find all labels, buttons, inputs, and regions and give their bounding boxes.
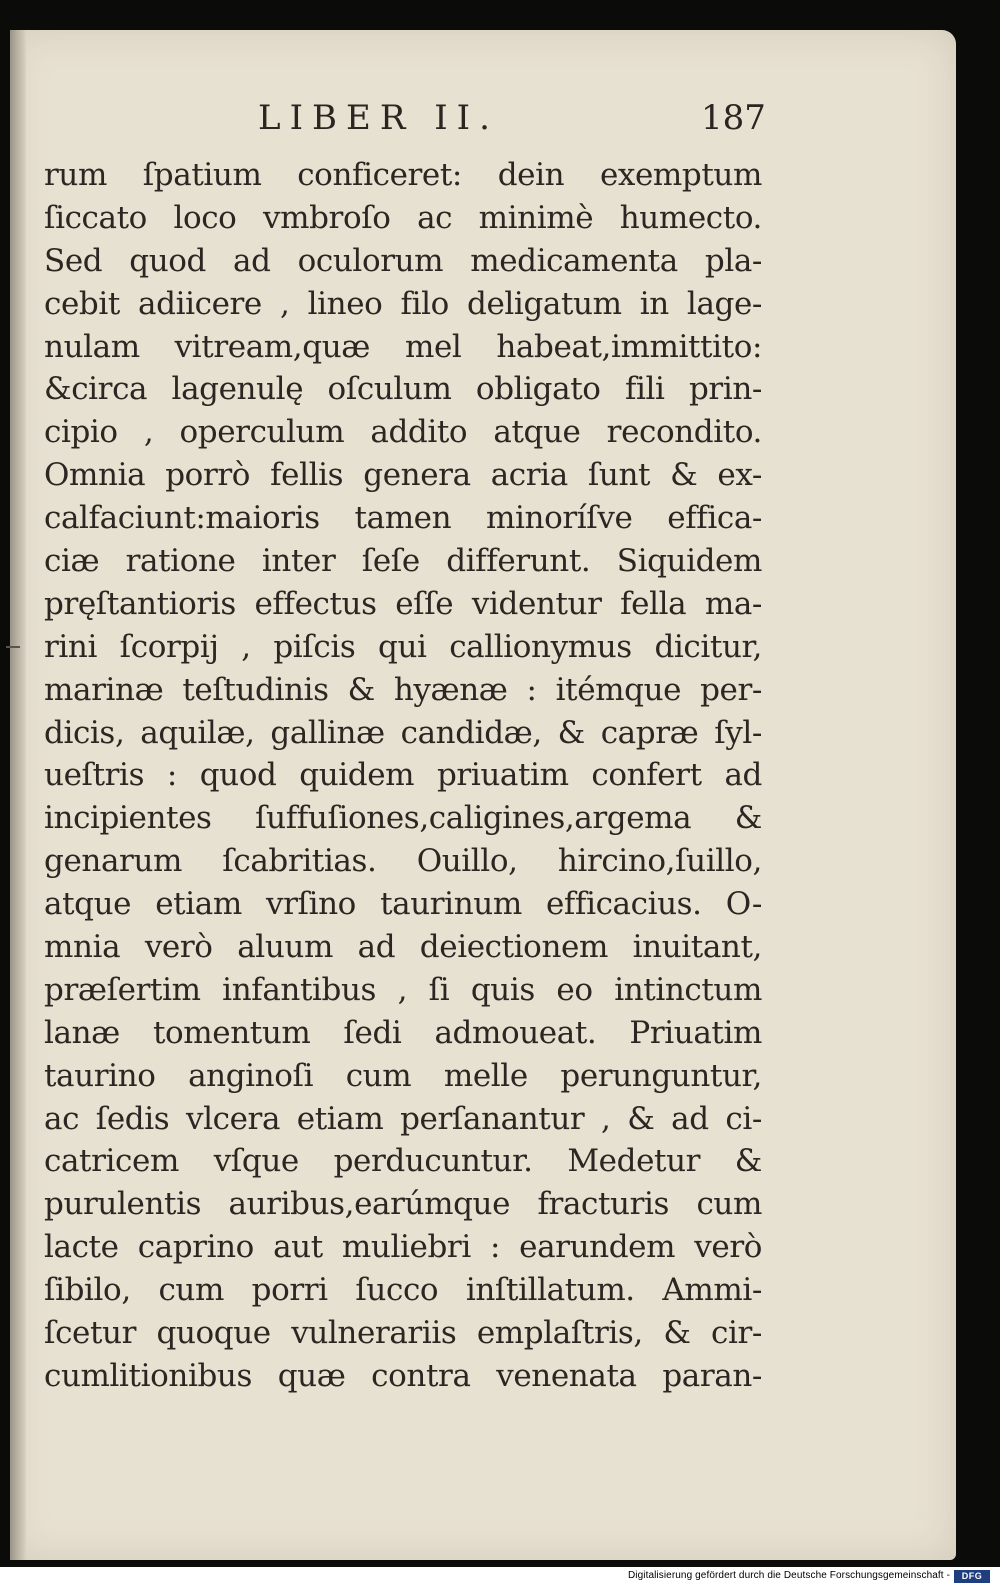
funding-credit: Digitalisierung gefördert durch die Deutsche Forschungsgemeinschaft -: [627, 1570, 950, 1581]
text-line: catricem vſque perducuntur. Medetur &: [44, 1143, 762, 1180]
text-line: mnia verò aluum ad deiectionem inuitant,: [44, 929, 762, 966]
text-line: purulentis auribus,earúmque fracturis cum: [44, 1186, 762, 1223]
text-line: Omnia porrò fellis genera acria ſunt & ex-: [44, 457, 762, 494]
text-line: genarum ſcabritias. Ouillo, hircino,ſuillo,: [44, 843, 762, 880]
page-number: 187: [701, 98, 766, 138]
text-line: ſibilo, cum porri ſucco inſtillatum. Ammi-: [44, 1272, 762, 1309]
text-line: ſiccato loco vmbroſo ac minimè humecto.: [44, 199, 762, 236]
text-line: rum ſpatium conficeret: dein exemptum: [44, 157, 762, 193]
text-line: lanæ tomentum ſedi admoueat. Priuatim: [44, 1014, 762, 1051]
text-line: rini ſcorpij , piſcis qui callionymus dicitur,: [44, 628, 762, 665]
running-head-title: LIBER II.: [258, 98, 499, 138]
body-text: [44, 154, 762, 1398]
text-line: taurino anginoſi cum melle perunguntur,: [44, 1057, 762, 1094]
running-head: [0, 98, 1000, 148]
text-line: ueſtris : quod quidem priuatim confert ad: [44, 757, 762, 794]
page-gutter-shadow: [10, 30, 26, 1560]
dfg-logo-icon: DFG: [954, 1570, 990, 1583]
text-line: præſertim infantibus , ſi quis eo intinctum: [44, 971, 762, 1008]
text-line: lacte caprino aut muliebri : earundem verò: [44, 1229, 762, 1266]
text-line: incipientes ſuffuſiones,caligines,argema &: [44, 800, 762, 837]
text-line: calfaciunt:maioris tamen minoríſve effica-: [44, 500, 762, 537]
digitization-footer: [0, 1567, 1000, 1587]
text-line: marinæ teſtudinis & hyænæ : itémque per-: [44, 671, 762, 708]
text-line: ciæ ratione inter ſeſe differunt. Siquidem: [44, 543, 762, 580]
text-line: pręſtantioris effectus eſſe videntur fella ma-: [44, 585, 762, 622]
text-line: atque etiam vrſino taurinum efficacius. O-: [44, 886, 762, 923]
text-line: Sed quod ad oculorum medicamenta pla-: [44, 242, 762, 279]
text-line: ſcetur quoque vulnerariis emplaſtris, & cir-: [44, 1315, 762, 1352]
text-line: cebit adiicere , lineo filo deligatum in lage-: [44, 285, 762, 322]
margin-mark: [6, 646, 20, 648]
text-line: dicis, aquilæ, gallinæ candidæ, & capræ ſyl-: [44, 714, 762, 751]
text-line: &circa lagenulę oſculum obligato fili prin-: [44, 371, 762, 408]
text-line: nulam vitream,quæ mel habeat,immittito:: [44, 328, 762, 365]
text-line: ac ſedis vlcera etiam perſanantur , & ad ci-: [44, 1100, 762, 1137]
text-line: cipio , operculum addito atque recondito.: [44, 414, 762, 451]
text-line: cumlitionibus quæ contra venenata paran-: [44, 1357, 762, 1394]
